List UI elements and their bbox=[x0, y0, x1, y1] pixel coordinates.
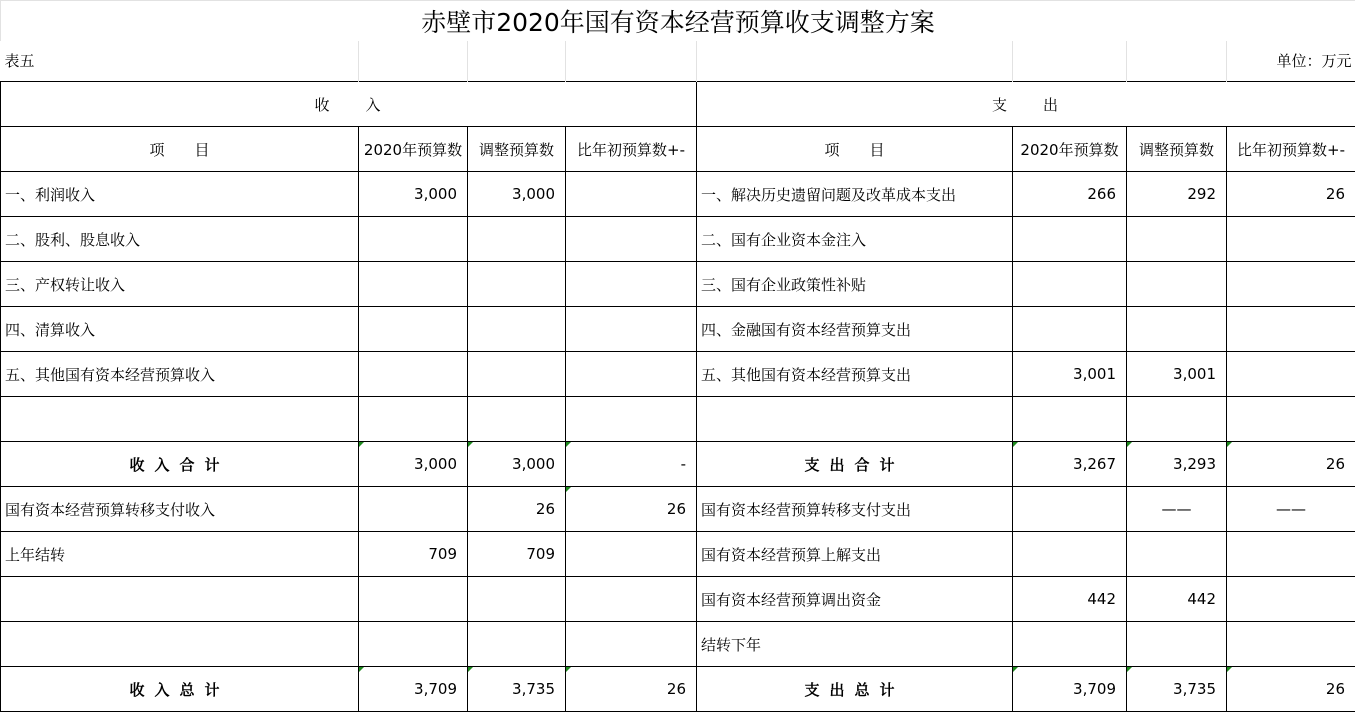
income-budget-cell: 3,709 bbox=[359, 667, 468, 712]
expense-budget-cell: 3,267 bbox=[1013, 442, 1127, 487]
expense-budget-header: 2020年预算数 bbox=[1013, 127, 1127, 172]
income-section-header: 收 入 bbox=[1, 82, 697, 127]
income-item-cell bbox=[1, 397, 359, 442]
expense-budget-cell: 266 bbox=[1013, 172, 1127, 217]
expense-diff-cell: 26 bbox=[1227, 667, 1355, 712]
expense-adjusted-cell bbox=[1127, 262, 1227, 307]
total-row bbox=[1, 667, 1355, 712]
income-budget-cell bbox=[359, 307, 468, 352]
section-header-row bbox=[1, 82, 1355, 127]
income-budget-cell bbox=[359, 262, 468, 307]
income-item-cell bbox=[1, 577, 359, 622]
income-item-header: 项 目 bbox=[1, 127, 359, 172]
income-adjusted-cell: 3,735 bbox=[468, 667, 566, 712]
expense-item-cell: 国有资本经营预算调出资金 bbox=[697, 577, 1013, 622]
table-row bbox=[1, 532, 1355, 577]
expense-item-cell: 三、国有企业政策性补贴 bbox=[697, 262, 1013, 307]
expense-diff-cell bbox=[1227, 262, 1355, 307]
expense-item-cell bbox=[697, 397, 1013, 442]
expense-budget-cell: 442 bbox=[1013, 577, 1127, 622]
expense-item-cell: 国有资本经营预算转移支付支出 bbox=[697, 487, 1013, 532]
title-row bbox=[1, 1, 1355, 41]
income-budget-cell bbox=[359, 217, 468, 262]
expense-item-cell: 支出合计 bbox=[697, 442, 1013, 487]
income-item-cell: 五、其他国有资本经营预算收入 bbox=[1, 352, 359, 397]
income-adjusted-cell: 709 bbox=[468, 532, 566, 577]
income-adjusted-cell bbox=[468, 262, 566, 307]
expense-adjusted-cell bbox=[1127, 622, 1227, 667]
income-adjusted-cell bbox=[468, 307, 566, 352]
expense-item-cell: 国有资本经营预算上解支出 bbox=[697, 532, 1013, 577]
income-adjusted-cell bbox=[468, 352, 566, 397]
expense-budget-cell bbox=[1013, 487, 1127, 532]
income-budget-cell bbox=[359, 577, 468, 622]
table-row bbox=[1, 262, 1355, 307]
column-header-row bbox=[1, 127, 1355, 172]
expense-adjusted-cell bbox=[1127, 397, 1227, 442]
income-diff-cell bbox=[566, 172, 697, 217]
expense-budget-cell bbox=[1013, 622, 1127, 667]
expense-diff-cell bbox=[1227, 217, 1355, 262]
income-diff-header: 比年初预算数+- bbox=[566, 127, 697, 172]
income-diff-cell bbox=[566, 352, 697, 397]
expense-adjusted-cell: —— bbox=[1127, 487, 1227, 532]
empty-cell bbox=[697, 41, 1013, 82]
income-adjusted-cell bbox=[468, 397, 566, 442]
income-adjusted-cell: 26 bbox=[468, 487, 566, 532]
table-row bbox=[1, 487, 1355, 532]
expense-budget-cell: 3,709 bbox=[1013, 667, 1127, 712]
income-diff-cell bbox=[566, 262, 697, 307]
expense-adjusted-cell: 292 bbox=[1127, 172, 1227, 217]
empty-cell bbox=[1127, 41, 1227, 82]
expense-diff-cell: —— bbox=[1227, 487, 1355, 532]
expense-item-cell: 一、解决历史遗留问题及改革成本支出 bbox=[697, 172, 1013, 217]
expense-diff-header: 比年初预算数+- bbox=[1227, 127, 1355, 172]
income-adjusted-cell: 3,000 bbox=[468, 172, 566, 217]
table-row bbox=[1, 577, 1355, 622]
income-adjusted-header: 调整预算数 bbox=[468, 127, 566, 172]
expense-adjusted-cell: 3,001 bbox=[1127, 352, 1227, 397]
income-budget-cell bbox=[359, 352, 468, 397]
expense-adjusted-header: 调整预算数 bbox=[1127, 127, 1227, 172]
expense-adjusted-cell: 3,735 bbox=[1127, 667, 1227, 712]
empty-cell bbox=[1013, 41, 1127, 82]
income-adjusted-cell bbox=[468, 577, 566, 622]
income-budget-cell: 709 bbox=[359, 532, 468, 577]
expense-item-cell: 二、国有企业资本金注入 bbox=[697, 217, 1013, 262]
income-item-cell: 收入合计 bbox=[1, 442, 359, 487]
expense-diff-cell bbox=[1227, 397, 1355, 442]
table-row bbox=[1, 172, 1355, 217]
unit-label: 单位：万元 bbox=[1276, 52, 1352, 71]
expense-diff-cell: 26 bbox=[1227, 442, 1355, 487]
expense-diff-cell bbox=[1227, 352, 1355, 397]
subtotal-row bbox=[1, 442, 1355, 487]
income-budget-header: 2020年预算数 bbox=[359, 127, 468, 172]
meta-row bbox=[1, 41, 1355, 82]
table-row bbox=[1, 307, 1355, 352]
expense-diff-cell bbox=[1227, 532, 1355, 577]
expense-item-cell: 五、其他国有资本经营预算支出 bbox=[697, 352, 1013, 397]
income-budget-cell bbox=[359, 622, 468, 667]
income-budget-cell: 3,000 bbox=[359, 172, 468, 217]
page-title: 赤壁市2020年国有资本经营预算收支调整方案 bbox=[1, 1, 1355, 41]
income-diff-cell bbox=[566, 532, 697, 577]
expense-item-cell: 四、金融国有资本经营预算支出 bbox=[697, 307, 1013, 352]
income-diff-cell bbox=[566, 307, 697, 352]
expense-diff-cell bbox=[1227, 307, 1355, 352]
income-item-cell bbox=[1, 622, 359, 667]
expense-budget-cell bbox=[1013, 307, 1127, 352]
expense-diff-cell bbox=[1227, 622, 1355, 667]
income-diff-cell bbox=[566, 577, 697, 622]
income-diff-cell bbox=[566, 397, 697, 442]
table-number: 表五 bbox=[1, 41, 359, 82]
income-diff-cell bbox=[566, 622, 697, 667]
expense-budget-cell: 3,001 bbox=[1013, 352, 1127, 397]
income-item-cell: 一、利润收入 bbox=[1, 172, 359, 217]
income-diff-cell: 26 bbox=[566, 487, 697, 532]
expense-adjusted-cell bbox=[1127, 217, 1227, 262]
income-item-cell: 收入总计 bbox=[1, 667, 359, 712]
income-budget-cell bbox=[359, 397, 468, 442]
expense-item-cell: 结转下年 bbox=[697, 622, 1013, 667]
expense-adjusted-cell bbox=[1127, 307, 1227, 352]
income-diff-cell: - bbox=[566, 442, 697, 487]
expense-item-header: 项 目 bbox=[697, 127, 1013, 172]
income-item-cell: 四、清算收入 bbox=[1, 307, 359, 352]
empty-cell bbox=[566, 41, 697, 82]
income-budget-cell: 3,000 bbox=[359, 442, 468, 487]
income-item-cell: 上年结转 bbox=[1, 532, 359, 577]
empty-cell bbox=[468, 41, 566, 82]
expense-item-cell: 支出总计 bbox=[697, 667, 1013, 712]
table-row bbox=[1, 397, 1355, 442]
expense-adjusted-cell: 3,293 bbox=[1127, 442, 1227, 487]
income-item-cell: 三、产权转让收入 bbox=[1, 262, 359, 307]
table-row bbox=[1, 352, 1355, 397]
income-adjusted-cell: 3,000 bbox=[468, 442, 566, 487]
income-adjusted-cell bbox=[468, 217, 566, 262]
table-row bbox=[1, 217, 1355, 262]
expense-adjusted-cell bbox=[1127, 532, 1227, 577]
income-item-cell: 国有资本经营预算转移支付收入 bbox=[1, 487, 359, 532]
income-item-cell: 二、股利、股息收入 bbox=[1, 217, 359, 262]
expense-diff-cell: 26 bbox=[1227, 172, 1355, 217]
expense-budget-cell bbox=[1013, 397, 1127, 442]
empty-cell bbox=[359, 41, 468, 82]
income-diff-cell bbox=[566, 217, 697, 262]
income-adjusted-cell bbox=[468, 622, 566, 667]
table-row bbox=[1, 622, 1355, 667]
income-diff-cell: 26 bbox=[566, 667, 697, 712]
expense-budget-cell bbox=[1013, 262, 1127, 307]
expense-diff-cell bbox=[1227, 577, 1355, 622]
expense-budget-cell bbox=[1013, 217, 1127, 262]
expense-budget-cell bbox=[1013, 532, 1127, 577]
income-budget-cell bbox=[359, 487, 468, 532]
expense-section-header: 支 出 bbox=[697, 82, 1355, 127]
expense-adjusted-cell: 442 bbox=[1127, 577, 1227, 622]
